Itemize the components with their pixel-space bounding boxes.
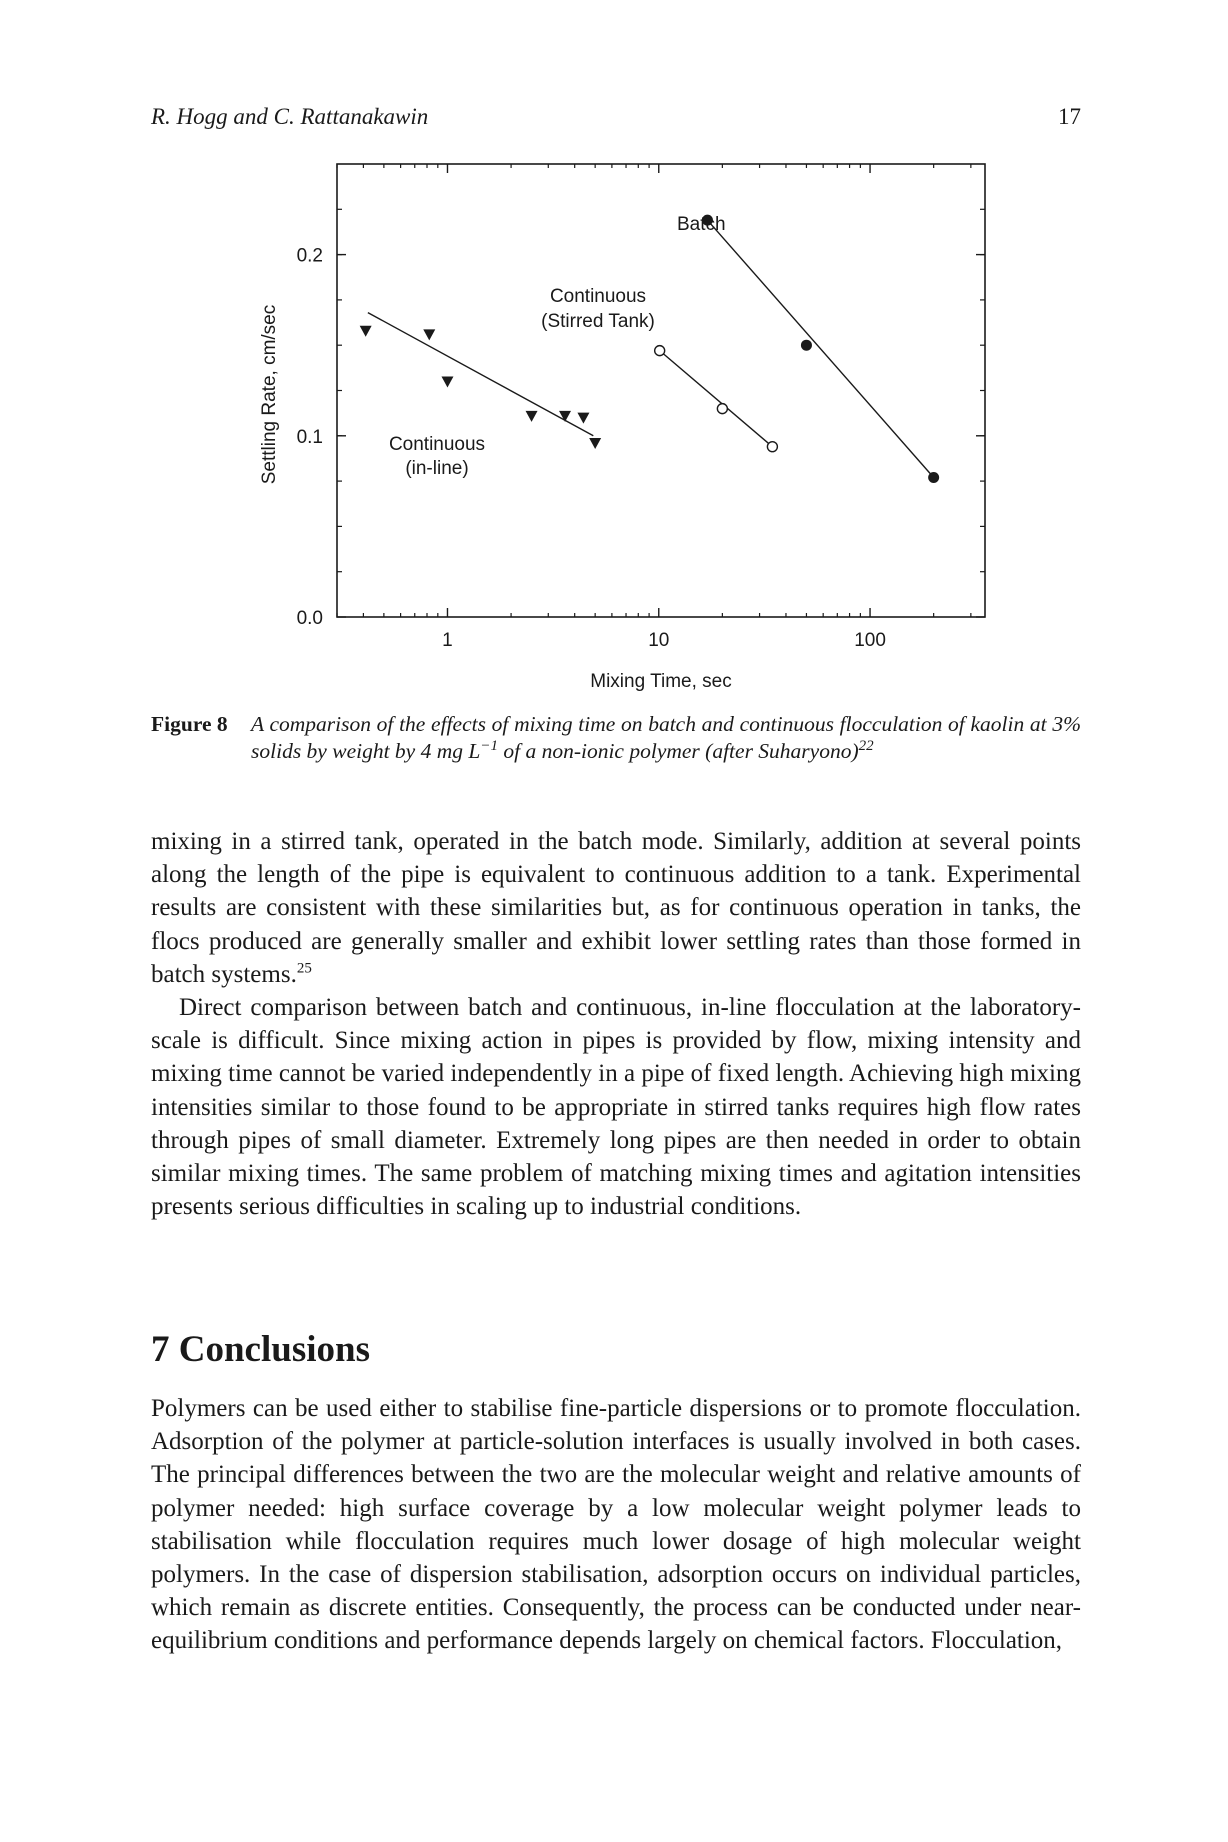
plot-frame	[337, 164, 985, 617]
section-heading	[151, 1328, 370, 1372]
x-axis-label: Mixing Time, sec	[590, 671, 732, 692]
data-point-in-line	[441, 376, 453, 387]
body-text-bottom	[151, 1392, 1081, 1658]
data-point-stirred-tank	[767, 442, 777, 452]
x-tick-label: 1	[442, 630, 453, 651]
y-axis-label: Settling Rate, cm/sec	[259, 304, 280, 485]
settling-rate-chart	[0, 150, 1228, 710]
caption-reference: 22	[858, 737, 874, 754]
series-label-stirred-tank: (Stirred Tank)	[541, 311, 655, 332]
caption-text-part-2: of a non-ionic polymer (after Suharyono)	[497, 739, 859, 763]
section-title: Conclusions	[178, 1329, 370, 1370]
paragraph	[151, 825, 1081, 991]
data-point-batch	[801, 340, 812, 351]
caption-exponent: −1	[480, 737, 498, 754]
reference-superscript: 25	[296, 960, 312, 977]
series-label-in-line: (in-line)	[405, 458, 469, 479]
data-point-in-line	[559, 411, 571, 422]
y-tick-label: 0.0	[296, 608, 323, 629]
x-tick-label: 100	[854, 630, 886, 651]
fit-line-batch	[707, 220, 933, 477]
figure-caption-text	[251, 711, 1081, 765]
running-head	[151, 104, 1081, 138]
fit-line-stirred-tank	[660, 351, 773, 447]
y-tick-label: 0.1	[296, 426, 323, 448]
data-point-stirred-tank	[655, 346, 665, 356]
series-label-batch: Batch	[677, 214, 726, 235]
data-point-in-line	[589, 438, 601, 449]
body-text-top	[151, 825, 1081, 1223]
data-point-batch	[928, 472, 939, 483]
figure-8	[0, 150, 1228, 710]
figure-caption-label: Figure 8	[151, 712, 228, 736]
data-point-stirred-tank	[717, 404, 727, 414]
x-tick-label: 10	[648, 630, 670, 651]
paragraph: Polymers can be used either to stabilise fine-particle dispersions or to promote flocculation. Adsorption of the polymer at particle-solution interfaces is usually involved in both cases. The principal differences between the two are the molecular weight and relative amounts of polymer needed: high surface coverage by a low molecular weight polymer leads to stabilisation while flocculation requires much lower dosage of high molecular weight polymers. In the case of dispersion stabilisation, adsorption occurs on individual particles, which remain as discrete entities. Consequently, the process can be conducted under near-equilibrium conditions and performance depends largely on chemical factors. Flocculation,	[151, 1395, 1081, 1655]
data-point-in-line	[360, 326, 372, 337]
paragraph-text: mixing in a stirred tank, operated in the batch mode. Similarly, addition at several points along the length of the pipe is equivalent to continuous addition to a tank. Experimental results are consistent with these similarities but, as for continuous operation in tanks, the flocs produced are generally smaller and exhibit lower settling rates than those formed in batch systems.	[151, 828, 1081, 988]
paragraph: Direct comparison between batch and continuous, in-line flocculation at the laboratory-scale is difficult. Since mixing action in pipes is provided by flow, mixing intensity and mixing time cannot be varied independently in a pipe of fixed length. Achieving high mixing intensities similar to those found to be appropriate in stirred tanks requires high flow rates through pipes of small diameter. Extremely long pipes are then needed in order to obtain similar mixing times. The same problem of matching mixing times and agitation intensities presents serious difficulties in scaling up to industrial conditions.	[151, 994, 1081, 1221]
data-point-in-line	[423, 329, 435, 340]
data-point-in-line	[526, 411, 538, 422]
series-label-stirred-tank: Continuous	[549, 286, 647, 307]
y-tick-label: 0.2	[296, 245, 323, 267]
caption-text-part-1: A comparison of the effects of mixing time on batch and continuous flocculation of kaolin at 3% solids by weight by 4 mg L	[251, 712, 1081, 763]
series-label-in-line: Continuous	[388, 434, 486, 455]
running-head-authors: R. Hogg and C. Rattanakawin	[151, 104, 429, 129]
page-number: 17	[1058, 104, 1081, 129]
section-number: 7	[151, 1329, 170, 1370]
data-point-in-line	[577, 413, 589, 424]
